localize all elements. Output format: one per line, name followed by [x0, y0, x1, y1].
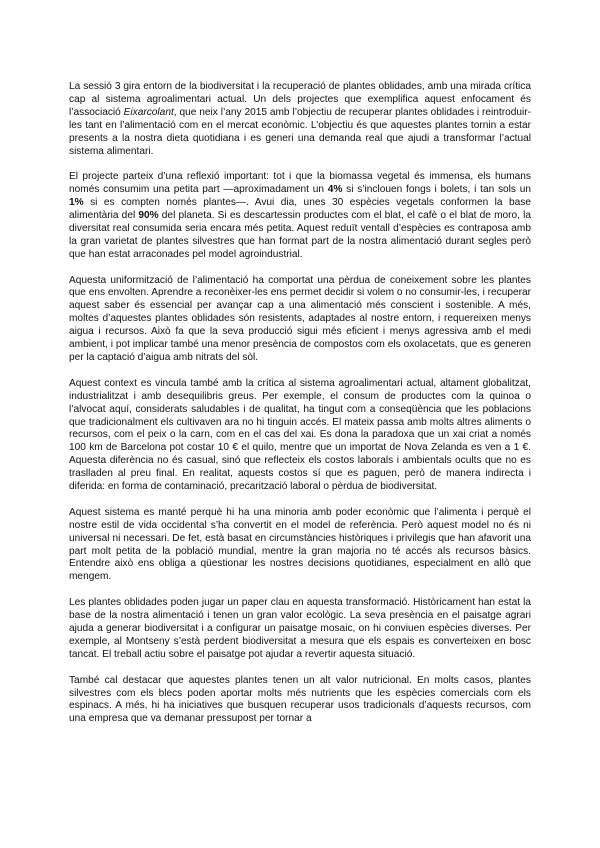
paragraph-6 — [69, 597, 531, 662]
association-name-italic: Eixarcolant — [123, 106, 174, 118]
text-segment: Aquest sistema es manté perquè hi ha una minoria amb poder econòmic que l’alimenta i perquè el nostre estil de vida occidental s’ha convertit en el model de referència. Però aquest model no és ni universal ni necessari. De fet, està basat en circumstàncies històriques i privilegis que han afavorit una part molt petita de la població mundial, mentre la gran majoria no té accés als recursos bàsics. Entendre això ens obliga a qüestionar les nostres decisions quotidianes, especialment en allò que mengem. — [69, 506, 531, 583]
text-segment: , que neix l’any 2015 amb l’objectiu de recuperar plantes oblidades i reintroduir-les tant en l’alimentació com en el mercat econòmic. L’objectiu és que aquestes plantes tornin a estar presents a la nostra dieta quotidiana i es generi una demanda real que ajudi a transformar l’actual sistema alimentari. — [69, 106, 531, 157]
paragraph-2 — [69, 171, 531, 261]
text-segment: si s’inclouen fongs i bolets, i tan sols un — [342, 184, 531, 196]
text-segment: Les plantes oblidades poden jugar un paper clau en aquesta transformació. Històricament han estat la base de la nostra alimentació i tenen un gran valor ecològic. La seva presència en el paisatge agrari ajuda a generar biodiversitat i a configurar un paisatge mosaic, on hi conviuen espècies diverses. Per exemple, al Montseny s’està perdent biodiversitat a mesura que els espais es converteixen en bosc tancat. El treball actiu sobre el paisatge pot ajudar a revertir aquesta situació. — [69, 597, 531, 660]
text-segment: del planeta. Si es descartessin productes com el blat, el cafè o el blat de moro, la diversitat real consumida seria encara més petita. Aquest reduït ventall d’espècies es contraposa amb la gran varietat de plantes silvestres que han format part de la nostra alimentació durant segles però que han estat arraconades pel model agroindustrial. — [69, 210, 531, 260]
text-segment: si es compten només plantes—. Avui dia, unes 30 espècies vegetals conformen la base alimentària del — [69, 197, 531, 222]
text-segment: També cal destacar que aquestes plantes tenen un alt valor nutricional. En molts casos, plantes silvestres com els blecs poden aportar molts més nutrients que les espècies comercials com els espinacs. A més, hi ha iniciatives que busquen recuperar usos tradicionals d’aquests recursos, com una empresa que va demanar pressupost per tornar a — [69, 674, 531, 725]
paragraph-1 — [69, 81, 531, 158]
paragraph-7 — [69, 675, 531, 727]
text-segment: El projecte parteix d’una reflexió important: tot i que la biomassa vegetal és immensa, els humans només consumim una petita part —aproximadament un — [69, 171, 531, 196]
percentage-bold: 1% — [69, 197, 84, 209]
text-segment: Aquesta uniformització de l’alimentació ha comportat una pèrdua de coneixement sobre les plantes que ens envolten. Aprendre a reconèixer-les ens permet decidir si volem o no consumir-les, i recuperar aquest saber és essencial per avançar cap a una alimentació més conscient i sostenible. A més, moltes d’aquestes plantes oblidades són resistents, adaptades al nostre entorn, i requereixen menys aigua i recursos. Això fa que la seva producció sigui més eficient i menys agressiva amb el medi ambient, i pot implicar també una menor presència de compostos com els oxolacetats, que es generen per la captació d’aigua amb nitrats del sòl. — [69, 274, 531, 363]
paragraph-3 — [69, 275, 531, 365]
percentage-bold: 4% — [327, 184, 343, 196]
percentage-bold: 90% — [138, 210, 159, 222]
document-page — [69, 81, 531, 726]
paragraph-4 — [69, 378, 531, 494]
text-segment: La sessió 3 gira entorn de la biodiversitat i la recuperació de plantes oblidades, amb una mirada crítica cap al sistema agroalimentari actual. Un dels projectes que exemplifica aquest enfocament és l’associació — [69, 81, 531, 118]
paragraph-5 — [69, 507, 531, 584]
text-segment: Aquest context es vincula també amb la crítica al sistema agroalimentari actual, altament globalitzat, industrialitzat i amb desequilibris greus. Per exemple, el consum de productes com la quinoa o l’alvocat aquí, considerats saludables i de qualitat, ha tingut com a conseqüència que les poblacions que tradicionalment els cultivaven ara no hi tinguin accés. El mateix passa amb molts altres aliments o recursos, com el peix o la carn, com en el cas del xai. Es dona la paradoxa que un xai criat a només 100 km de Barcelona pot costar 10 € el quilo, mentre que un importat de Nova Zelanda es ven a 1 €. Aquesta diferència no és casual, sinó que reflecteix els costos laborals i ambientals ocults que no es traslladen al preu final. En realitat, aquests costos sí que es paguen, però de manera indirecta i diferida: en forma de contaminació, precarització laboral o pèrdua de biodiversitat. — [69, 377, 531, 493]
